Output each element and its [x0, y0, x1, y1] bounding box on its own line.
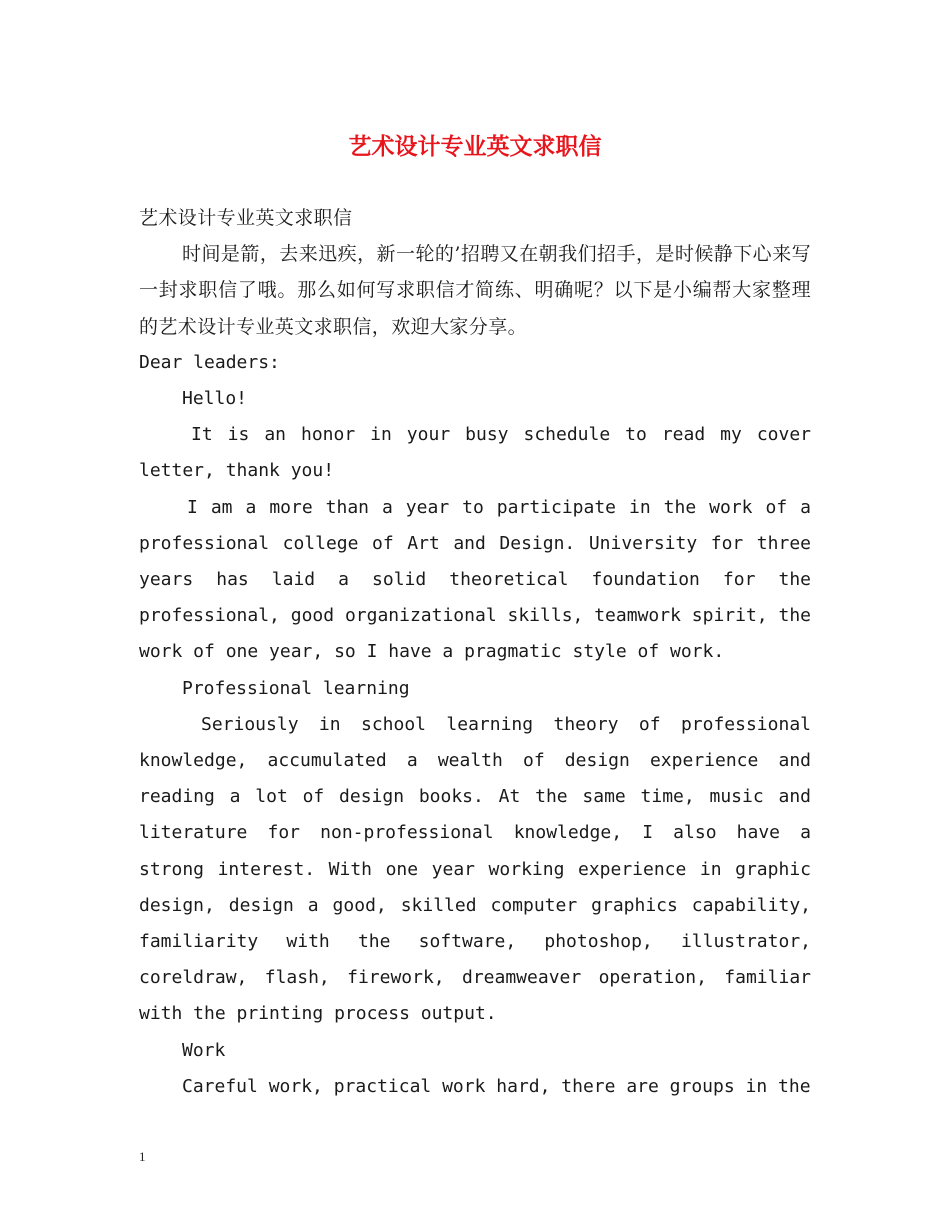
document-body [139, 200, 811, 1105]
experience-paragraph: I am a more than a year to participate in the work of a professional college of Art and Design. University for three years has laid a solid theoretical foundation for the professional, good organizational skills, teamwork spirit, the work of one year, so I have a pragmatic style of work. [139, 496, 811, 663]
page-number: 1 [139, 1149, 146, 1164]
section-heading-professional-learning: Professional learning [182, 677, 410, 699]
intro-paragraph: 时间是箭，去来迅疾，新一轮的’招聘又在朝我们招手，是时候静下心来写一封求职信了哦。那么如何写求职信才简练、明确呢？以下是小编帮大家整理的艺术设计专业英文求职信，欢迎大家分享。 [139, 243, 811, 338]
work-paragraph: Careful work, practical work hard, there are groups in the [182, 1075, 811, 1097]
thanks-paragraph: It is an honor in your busy schedule to read my cover letter, thank you! [139, 424, 811, 482]
subtitle-paragraph: 艺术设计专业英文求职信 [139, 207, 353, 229]
greeting: Hello! [182, 388, 248, 410]
salutation: Dear leaders: [139, 351, 280, 373]
section-heading-work: Work [182, 1039, 226, 1061]
professional-learning-paragraph: Seriously in school learning theory of professional knowledge, accumulated a wealth of design experience and reading a lot of design books. At the same time, music and literature for non-professional knowledge, I also have a strong interest. With one year working experience in graphic design, design a good, skilled computer graphics capability, familiarity with the software, photoshop, illustrator, coreldraw, flash, firework, dreamweaver operation, familiar with the printing process output. [139, 713, 811, 1025]
document-title: 艺术设计专业英文求职信 [348, 133, 602, 160]
